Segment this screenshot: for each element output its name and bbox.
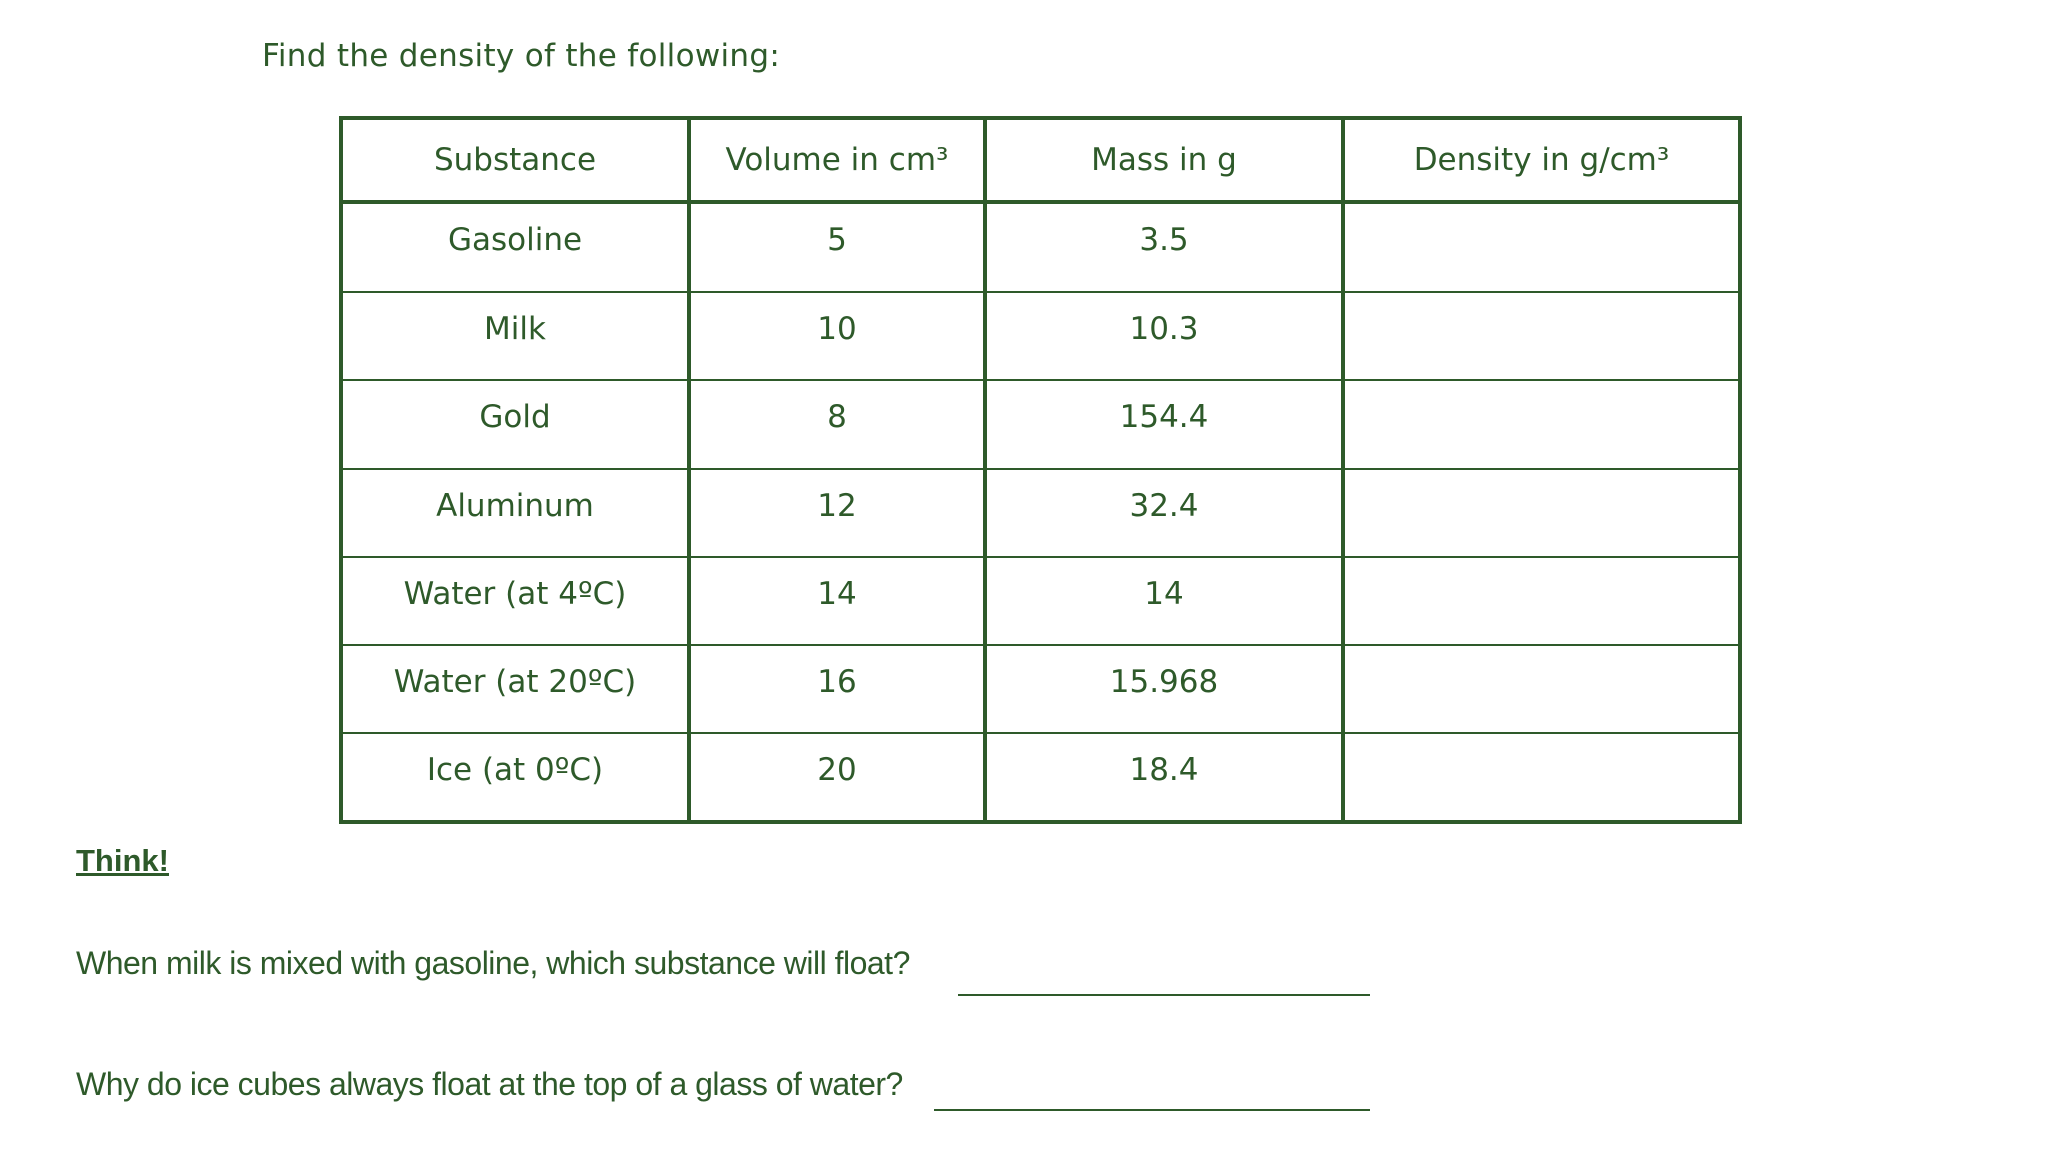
- substance-cell: Water (at 20ºC): [343, 645, 689, 733]
- header-mass: Mass in g: [985, 120, 1343, 202]
- density-table-frame: [339, 116, 1742, 824]
- header-density: Density in g/cm³: [1343, 120, 1738, 202]
- volume-cell: 14: [689, 557, 985, 645]
- mass-cell: 10.3: [985, 292, 1343, 380]
- density-answer-cell[interactable]: [1343, 645, 1738, 733]
- table-row: [343, 292, 1738, 380]
- table-row: [343, 380, 1738, 468]
- density-answer-cell[interactable]: [1343, 557, 1738, 645]
- think-heading: Think!: [76, 843, 169, 878]
- substance-cell: Ice (at 0ºC): [343, 733, 689, 820]
- substance-cell: Milk: [343, 292, 689, 380]
- question-ice-float: Why do ice cubes always float at the top of a glass of water?: [76, 1066, 903, 1102]
- volume-cell: 5: [689, 202, 985, 292]
- volume-cell: 10: [689, 292, 985, 380]
- table-row: [343, 645, 1738, 733]
- mass-cell: 18.4: [985, 733, 1343, 820]
- table-header-row: [343, 120, 1738, 202]
- answer-line-2[interactable]: [934, 1109, 1370, 1111]
- answer-line-1[interactable]: [958, 994, 1370, 996]
- density-answer-cell[interactable]: [1343, 380, 1738, 468]
- substance-cell: Aluminum: [343, 469, 689, 557]
- density-answer-cell[interactable]: [1343, 292, 1738, 380]
- density-answer-cell[interactable]: [1343, 733, 1738, 820]
- header-substance: Substance: [343, 120, 689, 202]
- mass-cell: 32.4: [985, 469, 1343, 557]
- density-answer-cell[interactable]: [1343, 469, 1738, 557]
- table-row: [343, 469, 1738, 557]
- volume-cell: 12: [689, 469, 985, 557]
- substance-cell: Gold: [343, 380, 689, 468]
- header-volume: Volume in cm³: [689, 120, 985, 202]
- density-table: [343, 120, 1738, 820]
- volume-cell: 16: [689, 645, 985, 733]
- question-milk-gasoline: When milk is mixed with gasoline, which substance will float?: [76, 945, 910, 981]
- table-row: [343, 202, 1738, 292]
- mass-cell: 154.4: [985, 380, 1343, 468]
- substance-cell: Water (at 4ºC): [343, 557, 689, 645]
- substance-cell: Gasoline: [343, 202, 689, 292]
- worksheet-instruction: Find the density of the following:: [262, 38, 781, 74]
- mass-cell: 3.5: [985, 202, 1343, 292]
- mass-cell: 14: [985, 557, 1343, 645]
- volume-cell: 8: [689, 380, 985, 468]
- mass-cell: 15.968: [985, 645, 1343, 733]
- density-answer-cell[interactable]: [1343, 202, 1738, 292]
- table-row: [343, 557, 1738, 645]
- table-row: [343, 733, 1738, 820]
- volume-cell: 20: [689, 733, 985, 820]
